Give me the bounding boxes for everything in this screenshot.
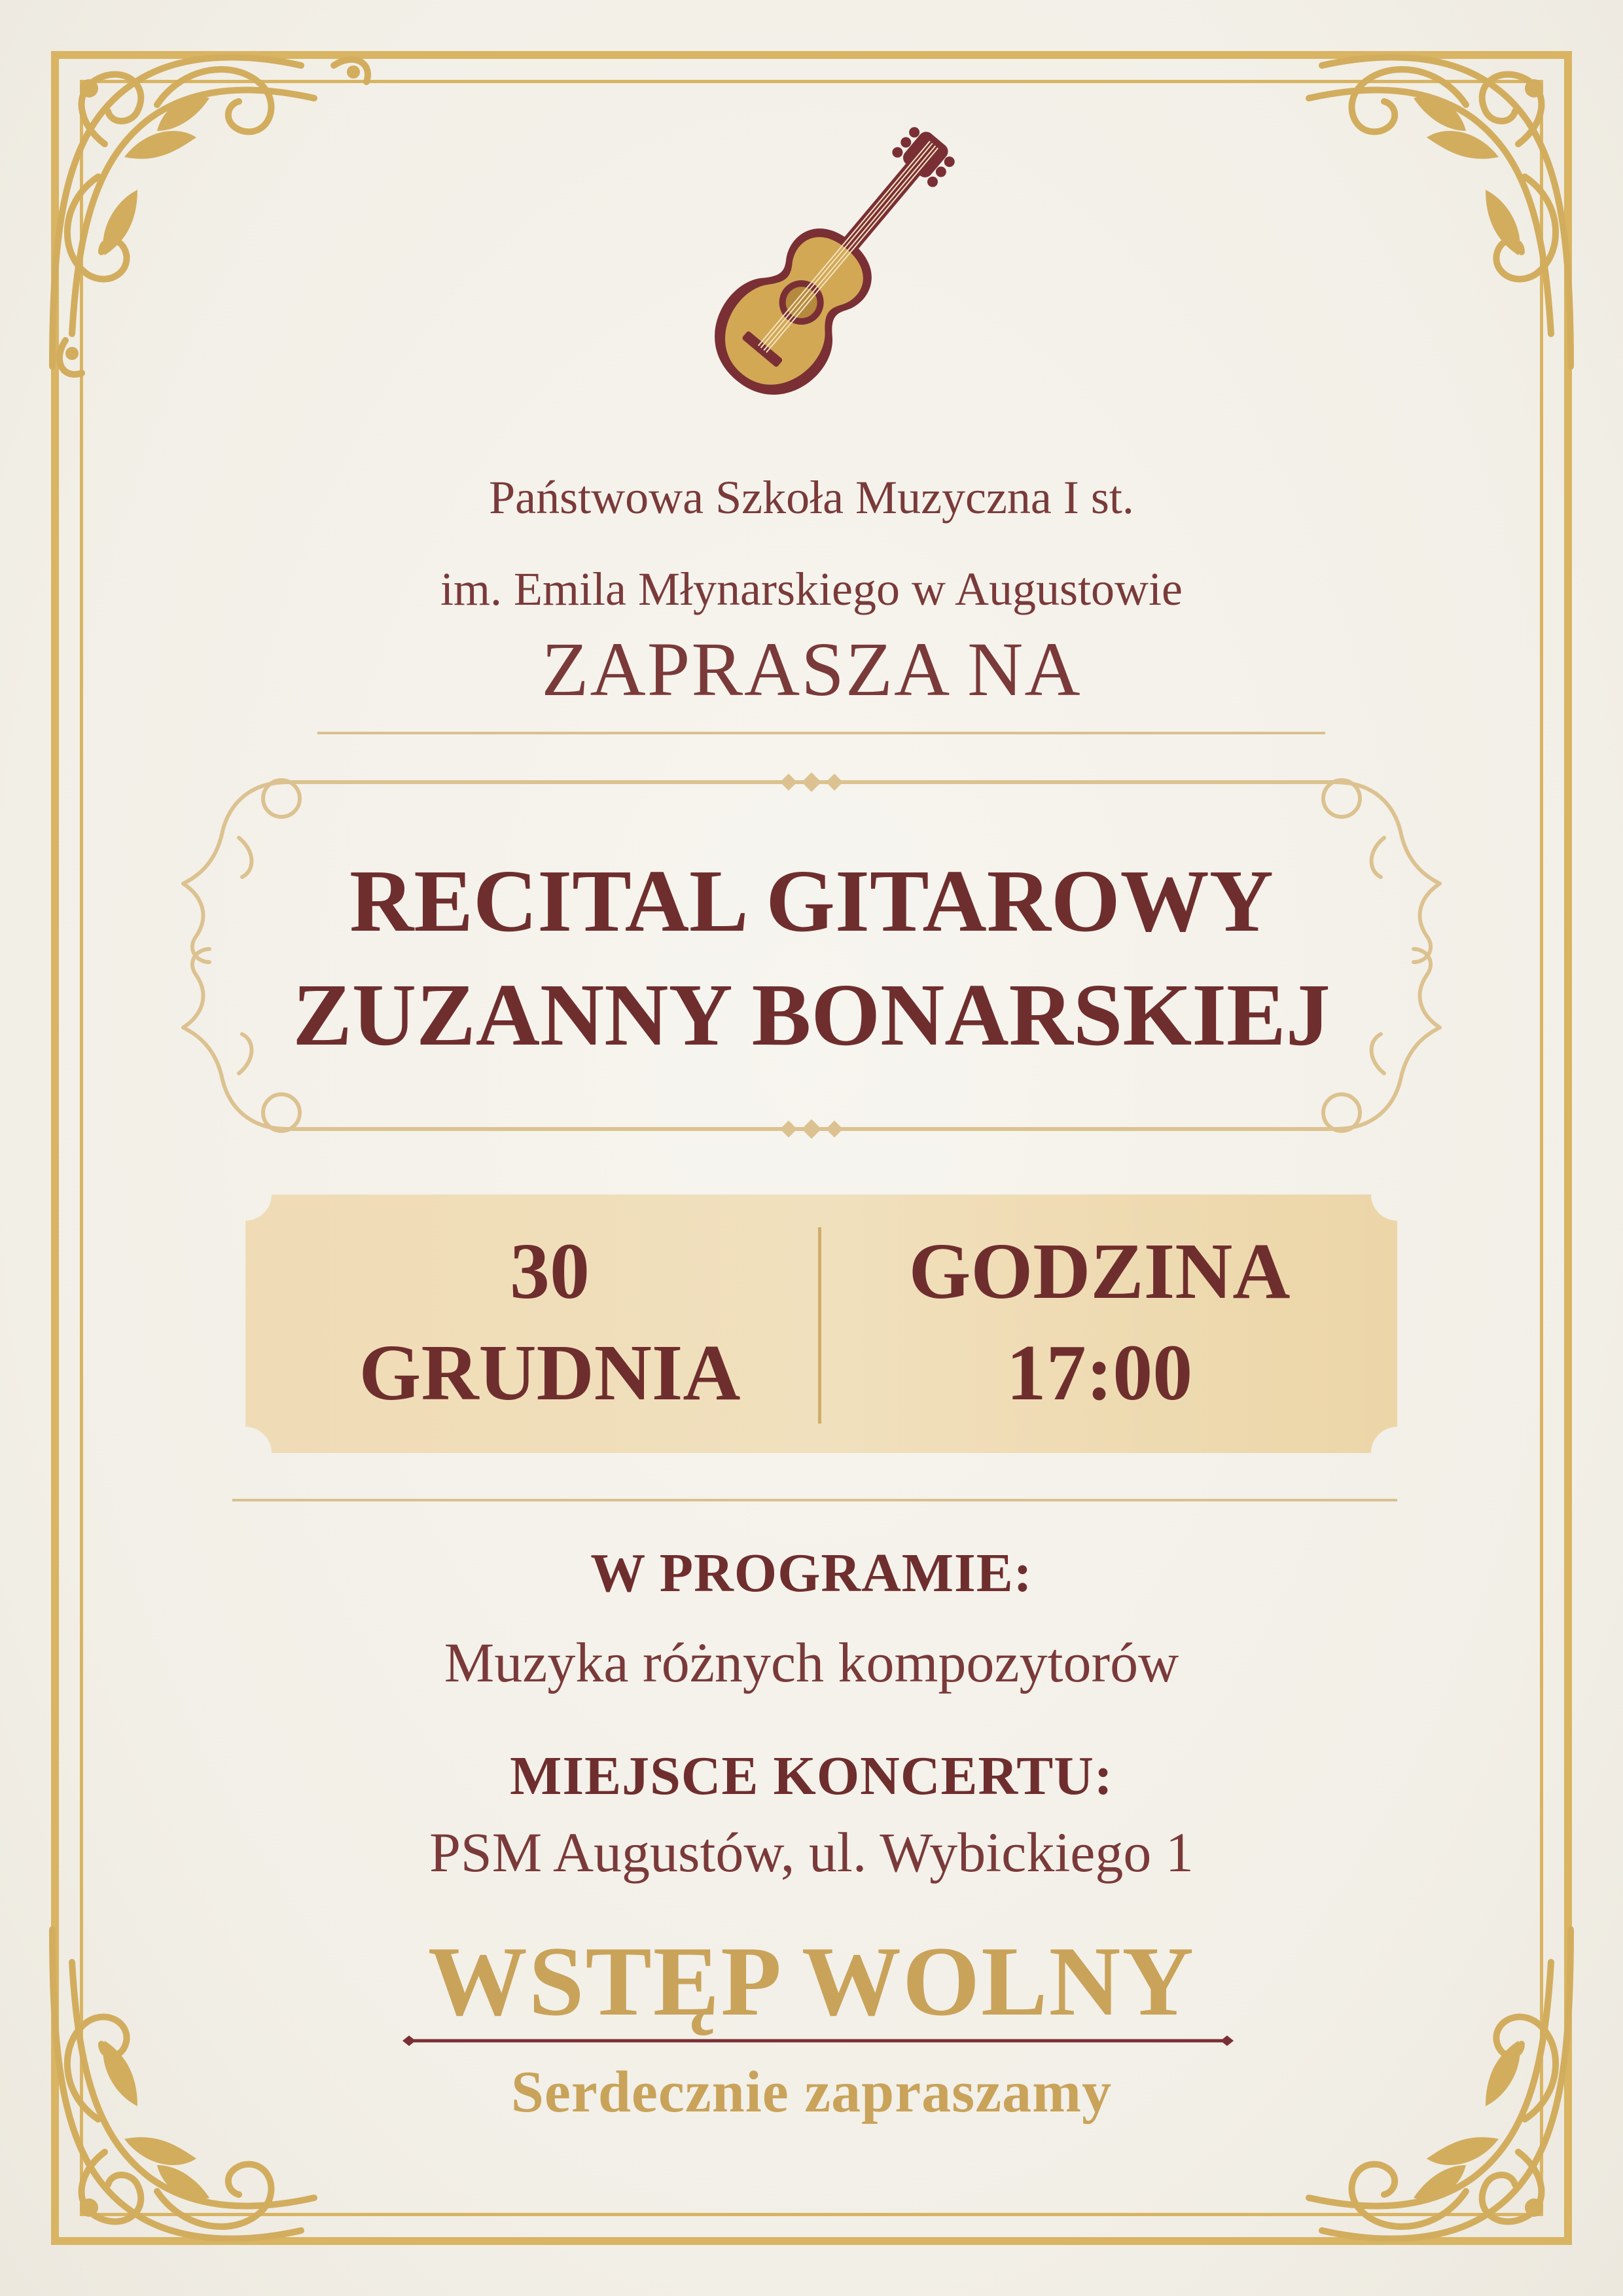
- event-time: [821, 1221, 1378, 1424]
- invite-label: ZAPRASZA NA: [541, 626, 1082, 712]
- event-title-line1: RECITAL GITAROWY: [349, 852, 1274, 950]
- time-value: 17:00: [1006, 1329, 1193, 1417]
- venue-value: PSM Augustów, ul. Wybickiego 1: [429, 1821, 1194, 1884]
- school-name: [0, 452, 1623, 635]
- program-label: W PROGRAMIE:: [590, 1543, 1033, 1604]
- venue-label: MIEJSCE KONCERTU:: [510, 1746, 1113, 1806]
- event-date: [301, 1221, 798, 1424]
- event-title: [0, 844, 1623, 1072]
- closing-text: Serdecznie zapraszamy: [510, 2060, 1113, 2125]
- admission-label: WSTĘP WOLNY: [427, 1926, 1196, 2036]
- school-name-line2: im. Emila Młynarskiego w Augustowie: [440, 563, 1183, 615]
- program-value: Muzyka różnych kompozytorów: [444, 1631, 1179, 1694]
- date-month: GRUDNIA: [359, 1329, 741, 1417]
- guitar-icon: [661, 105, 988, 439]
- ornamental-corner-top-left: [26, 26, 393, 393]
- date-day: 30: [510, 1227, 590, 1316]
- admission-underline: [402, 2034, 1234, 2047]
- ornamental-corner-top-right: [1230, 26, 1597, 393]
- divider-bottom: [232, 1499, 1397, 1501]
- school-name-line1: Państwowa Szkoła Muzyczna I st.: [489, 471, 1134, 524]
- time-label: GODZINA: [908, 1227, 1291, 1316]
- divider-top: [317, 732, 1325, 734]
- event-title-line2: ZUZANNY BONARSKIEJ: [293, 966, 1330, 1064]
